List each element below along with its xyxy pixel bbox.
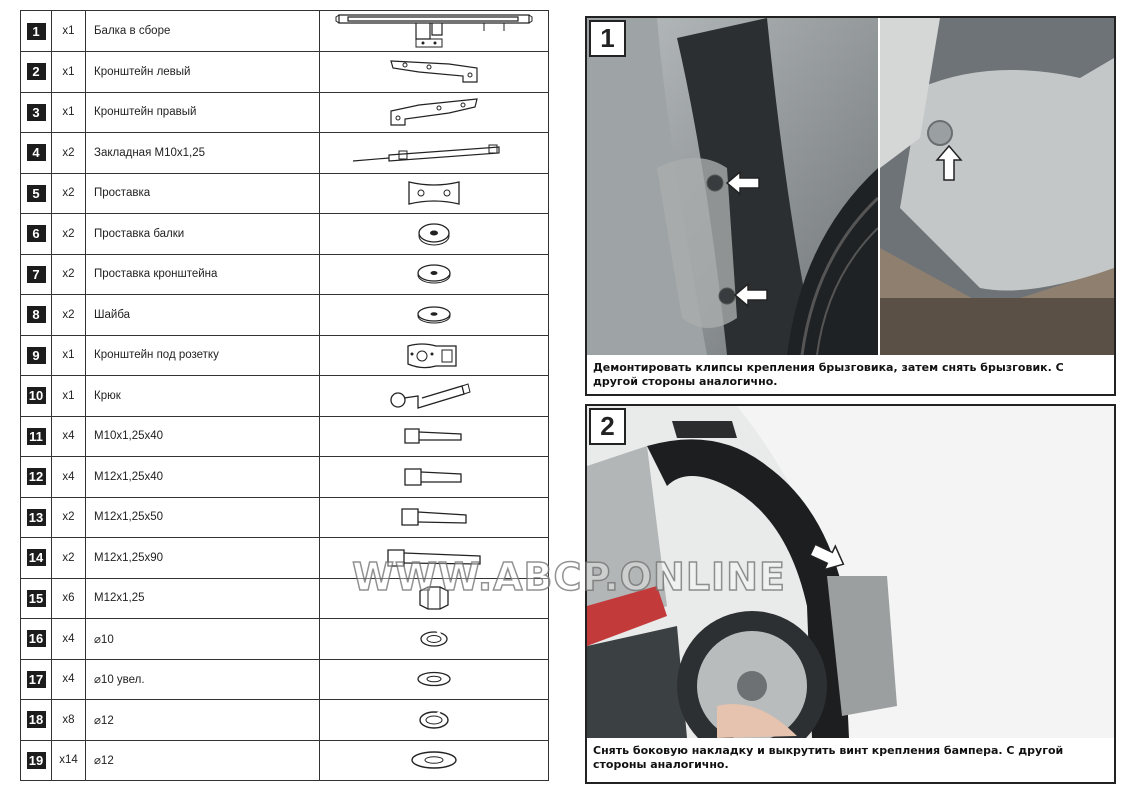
part-number: 11 [27, 428, 46, 445]
socket-bracket-icon [402, 338, 466, 372]
part-name: Балка в сборе [86, 11, 320, 52]
tow-beam-icon [334, 11, 534, 51]
hex-nut-icon [414, 583, 454, 613]
spacer-plate-icon [403, 176, 465, 210]
part-name: М10х1,25х40 [86, 416, 320, 457]
part-number: 12 [27, 468, 46, 485]
step-1-panel [585, 16, 1116, 396]
table-row [21, 254, 549, 295]
step-2-panel [585, 404, 1116, 784]
part-quantity: x1 [52, 335, 86, 376]
part-quantity: x1 [52, 376, 86, 417]
part-name: ⌀12 [86, 700, 320, 741]
beam-spacer-icon [414, 220, 454, 248]
part-quantity: x4 [52, 659, 86, 700]
part-quantity: x14 [52, 740, 86, 781]
right-bracket-icon [379, 95, 489, 129]
part-name: Кронштейн правый [86, 92, 320, 133]
part-number: 2 [27, 63, 46, 80]
part-name: ⌀10 увел. [86, 659, 320, 700]
part-name: Проставка [86, 173, 320, 214]
arrow-right-icon [809, 542, 847, 572]
arrow-left-icon [725, 170, 761, 196]
table-row [21, 497, 549, 538]
bolt-icon [401, 423, 467, 449]
table-row [21, 619, 549, 660]
part-number: 18 [27, 711, 46, 728]
spring-washer-icon [416, 627, 452, 651]
part-quantity: x2 [52, 214, 86, 255]
part-quantity: x6 [52, 578, 86, 619]
part-name: Шайба [86, 295, 320, 336]
part-name: Крюк [86, 376, 320, 417]
part-quantity: x2 [52, 295, 86, 336]
part-number: 5 [27, 185, 46, 202]
part-quantity: x2 [52, 173, 86, 214]
part-name: ⌀10 [86, 619, 320, 660]
part-name: Закладная М10х1,25 [86, 133, 320, 174]
tow-hook-icon [384, 378, 484, 414]
bracket-spacer-icon [414, 261, 454, 287]
table-row [21, 173, 549, 214]
parts-table [20, 10, 549, 781]
part-quantity: x4 [52, 416, 86, 457]
washer-icon [414, 303, 454, 327]
flat-washer-icon [408, 747, 460, 773]
part-name: Проставка кронштейна [86, 254, 320, 295]
table-row [21, 295, 549, 336]
table-row [21, 52, 549, 93]
part-name: Кронштейн левый [86, 52, 320, 93]
part-quantity: x2 [52, 538, 86, 579]
left-bracket-icon [379, 56, 489, 88]
part-number: 13 [27, 509, 46, 526]
part-name: М12х1,25х90 [86, 538, 320, 579]
part-name: Проставка балки [86, 214, 320, 255]
mudflap-photo-right [880, 18, 1114, 355]
long-bolt-icon [384, 544, 484, 572]
step-caption: Демонтировать клипсы крепления брызговика, затем снять брызговик. С другой стороны аналогично. [593, 361, 1064, 388]
embedded-plate-icon [349, 139, 519, 167]
table-row [21, 11, 549, 52]
table-row [21, 214, 549, 255]
part-number: 1 [27, 23, 46, 40]
part-quantity: x1 [52, 11, 86, 52]
part-quantity: x2 [52, 254, 86, 295]
table-row [21, 376, 549, 417]
part-number: 16 [27, 630, 46, 647]
table-row [21, 740, 549, 781]
flat-washer-icon [414, 668, 454, 690]
part-name: Кронштейн под розетку [86, 335, 320, 376]
bumper-photo [587, 406, 1114, 738]
part-number: 14 [27, 549, 46, 566]
part-number: 4 [27, 144, 46, 161]
part-number: 10 [27, 387, 46, 404]
table-row [21, 700, 549, 741]
arrow-left-icon [733, 282, 769, 308]
part-quantity: x2 [52, 497, 86, 538]
part-name: М12х1,25х50 [86, 497, 320, 538]
part-number: 15 [27, 590, 46, 607]
part-number: 8 [27, 306, 46, 323]
table-row [21, 538, 549, 579]
part-number: 9 [27, 347, 46, 364]
part-quantity: x8 [52, 700, 86, 741]
bolt-icon [401, 463, 467, 491]
part-quantity: x2 [52, 133, 86, 174]
table-row [21, 133, 549, 174]
part-quantity: x1 [52, 52, 86, 93]
part-quantity: x4 [52, 457, 86, 498]
spring-washer-icon [415, 707, 453, 733]
part-number: 17 [27, 671, 46, 688]
part-name: М12х1,25 [86, 578, 320, 619]
part-name: М12х1,25х40 [86, 457, 320, 498]
part-number: 7 [27, 266, 46, 283]
arrow-up-icon [935, 144, 963, 182]
step-number: 1 [589, 20, 626, 57]
watermark: WWW.ABCP.ONLINE [352, 555, 786, 599]
table-row [21, 457, 549, 498]
table-row [21, 335, 549, 376]
bolt-icon [398, 503, 470, 531]
table-row [21, 416, 549, 457]
step-caption: Снять боковую накладку и выкрутить винт крепления бампера. С другой стороны аналогично. [593, 744, 1064, 771]
part-quantity: x1 [52, 92, 86, 133]
table-row [21, 92, 549, 133]
part-quantity: x4 [52, 619, 86, 660]
table-row [21, 578, 549, 619]
table-row [21, 659, 549, 700]
part-number: 6 [27, 225, 46, 242]
part-number: 3 [27, 104, 46, 121]
part-name: ⌀12 [86, 740, 320, 781]
part-number: 19 [27, 752, 46, 769]
step-number: 2 [589, 408, 626, 445]
